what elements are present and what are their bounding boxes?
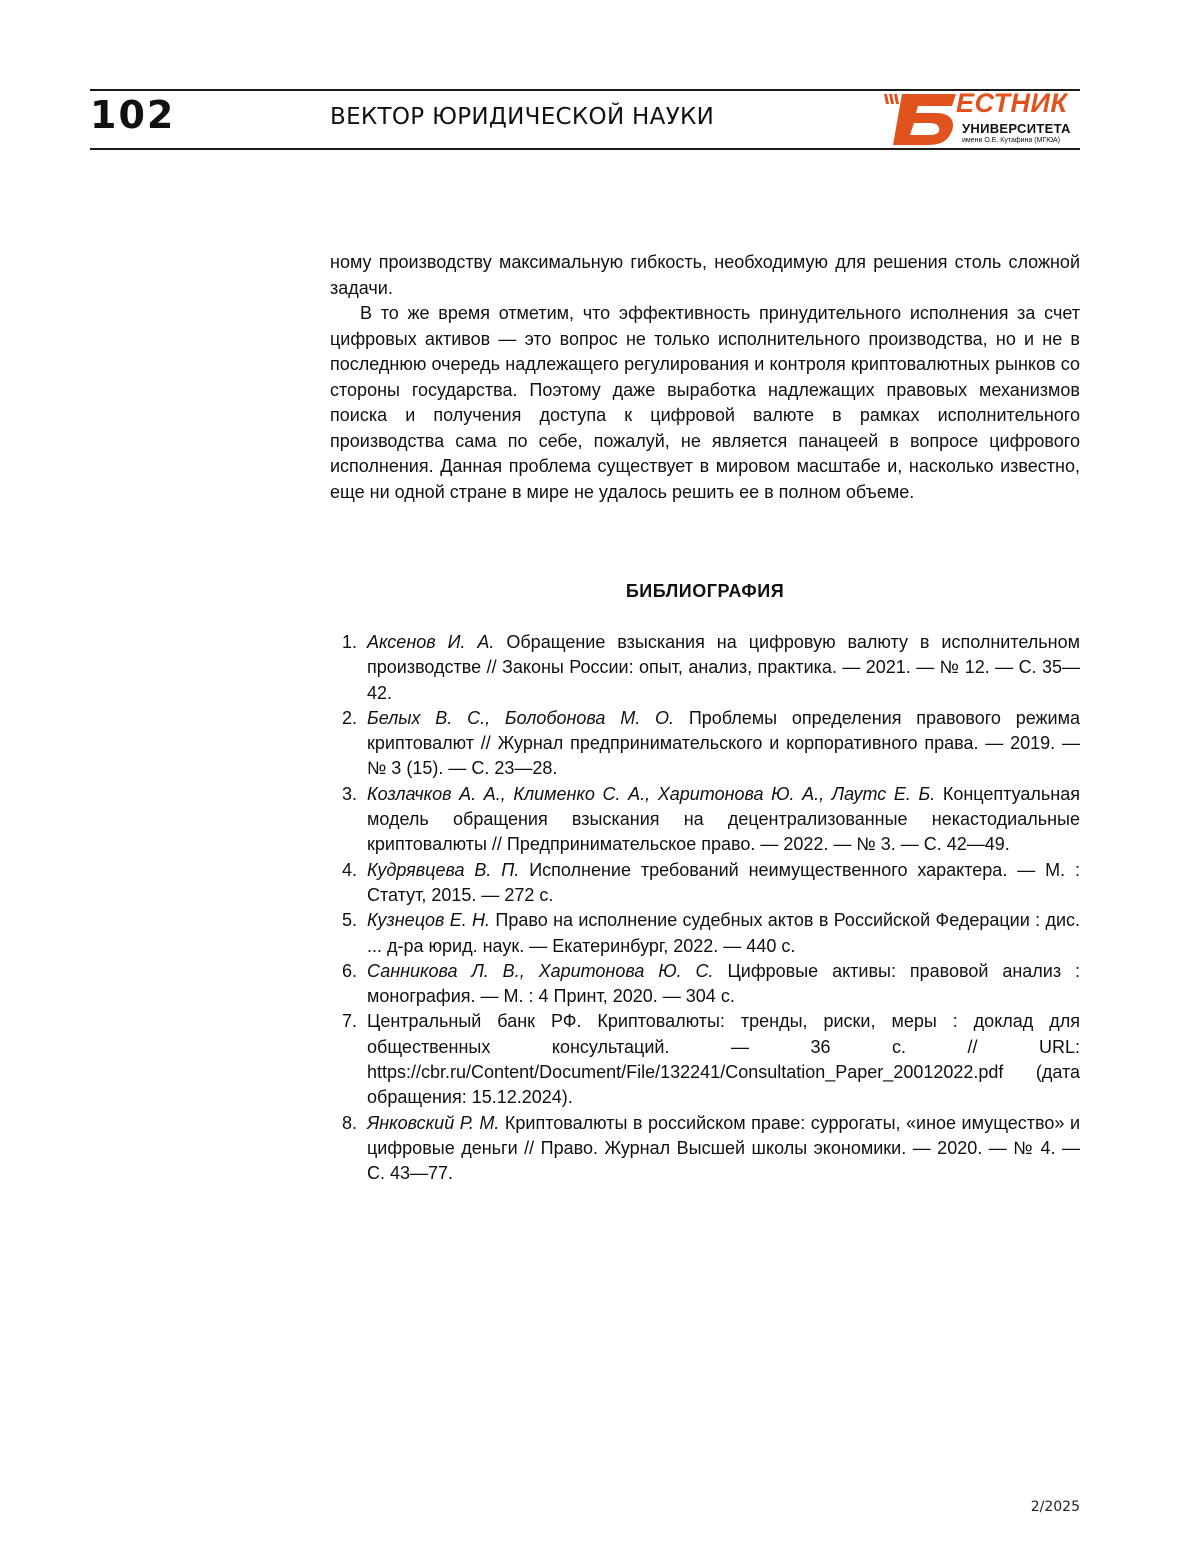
reference-number: 2. (342, 706, 357, 731)
reference-text: Право на исполнение судебных актов в Российской Федера­ции : дис. ... д-ра юрид. наук. — Екатеринбург, 2022. — 440 с. (367, 910, 1080, 955)
reference-authors: Козлачков А. А., Клименко С. А., Харитонова Ю. А., Лаутс Е. Б. (367, 784, 935, 804)
reference-item (330, 1111, 1080, 1187)
reference-number: 7. (342, 1009, 357, 1034)
bibliography-heading: БИБЛИОГРАФИЯ (330, 580, 1080, 602)
reference-authors: Кузнецов Е. Н. (367, 910, 490, 930)
reference-authors: Янковский Р. М. (367, 1113, 499, 1133)
bibliography-list (330, 630, 1080, 1187)
journal-logo (884, 92, 1080, 148)
section-title: ВЕКТОР ЮРИДИЧЕСКОЙ НАУКИ (330, 106, 714, 129)
reference-text: Концептуаль­ная модель обращения взыскания на децентрализованные некастодиальные криптовалюты // Предпринимательское право. — 2022. — № 3. — С. 42—49. (367, 784, 1080, 855)
logo-word: ЕСТНИК (956, 90, 1068, 117)
header-top-rule (90, 89, 1080, 91)
reference-authors: Аксенов И. А. (367, 632, 494, 652)
logo-affiliation: имени О.Е. Кутафина (МГЮА) (962, 137, 1060, 144)
reference-number: 8. (342, 1111, 357, 1136)
reference-item (330, 706, 1080, 782)
reference-number: 4. (342, 858, 357, 883)
logo-subtitle: УНИВЕРСИТЕТА (962, 122, 1071, 135)
reference-text: Центральный банк РФ. Криптовалюты: тренды, риски, меры : доклад для общественных консультаций. — 36 с. // URL: https://cbr.ru/Content/Document/File/132241/Consultation_Paper_20012022.pdf (дата обращения: 15.12.2024). (367, 1011, 1080, 1107)
reference-item (330, 959, 1080, 1010)
reference-text: Исполнение требований неимущественного характера. — М. : Статут, 2015. — 272 с. (367, 860, 1080, 905)
reference-authors: Санникова Л. В., Харитонова Ю. С. (367, 961, 714, 981)
reference-text: Цифровые активы: правовой анализ : монография. — М. : 4 Принт, 2020. — 304 с. (367, 961, 1080, 1006)
reference-item (330, 908, 1080, 959)
reference-text: Криптовалюты в российском праве: суррогаты, «иное иму­щество» и цифровые деньги // Право. Журнал Высшей школы экономики. — 2020. — № 4. — С. 43—77. (367, 1113, 1080, 1184)
reference-authors: Белых В. С., Болобонова М. О. (367, 708, 674, 728)
header-bottom-rule (90, 148, 1080, 150)
page-number: 102 (90, 96, 175, 134)
reference-item (330, 858, 1080, 909)
reference-authors: Кудрявцева В. П. (367, 860, 519, 880)
reference-text: Проблемы определения правового режима криптовалют // Журнал предпринимательского и корпоративного права. — 2019. — № 3 (15). — С. 23—28. (367, 708, 1080, 779)
reference-number: 1. (342, 630, 357, 655)
reference-item (330, 782, 1080, 858)
paragraph: ному производству максимальную гибкость, необходимую для решения столь сложной задачи. (330, 250, 1080, 301)
reference-number: 6. (342, 959, 357, 984)
reference-text: Обращение взыскания на цифровую валюту в исполнительном производстве // Законы России: опыт, анализ, практика. — 2021. — № 12. — С. 35—42. (367, 632, 1080, 703)
reference-number: 3. (342, 782, 357, 807)
reference-item (330, 1009, 1080, 1110)
reference-item (330, 630, 1080, 706)
reference-number: 5. (342, 908, 357, 933)
article-body (330, 250, 1080, 505)
logo-letter-v-icon (892, 92, 958, 146)
paragraph: В то же время отметим, что эффективность принудительного исполнения за счет цифровых активов — это вопрос не только исполнительного производства, но и не в последнюю очередь надлежащего регулирования и контроля крипто­валютных рынков со стороны государства. Поэтому даже выработка надлежащих правовых механизмов поиска и получения доступа к цифровой валюте в рамках исполнительного производства сама по себе, пожалуй, не является панацеей в вопросе цифрового исполнения. Данная проблема существует в мировом мас­штабе и, насколько известно, еще ни одной стране в мире не удалось решить ее в полном объеме. (330, 301, 1080, 505)
issue-number: 2/2025 (990, 1500, 1080, 1514)
